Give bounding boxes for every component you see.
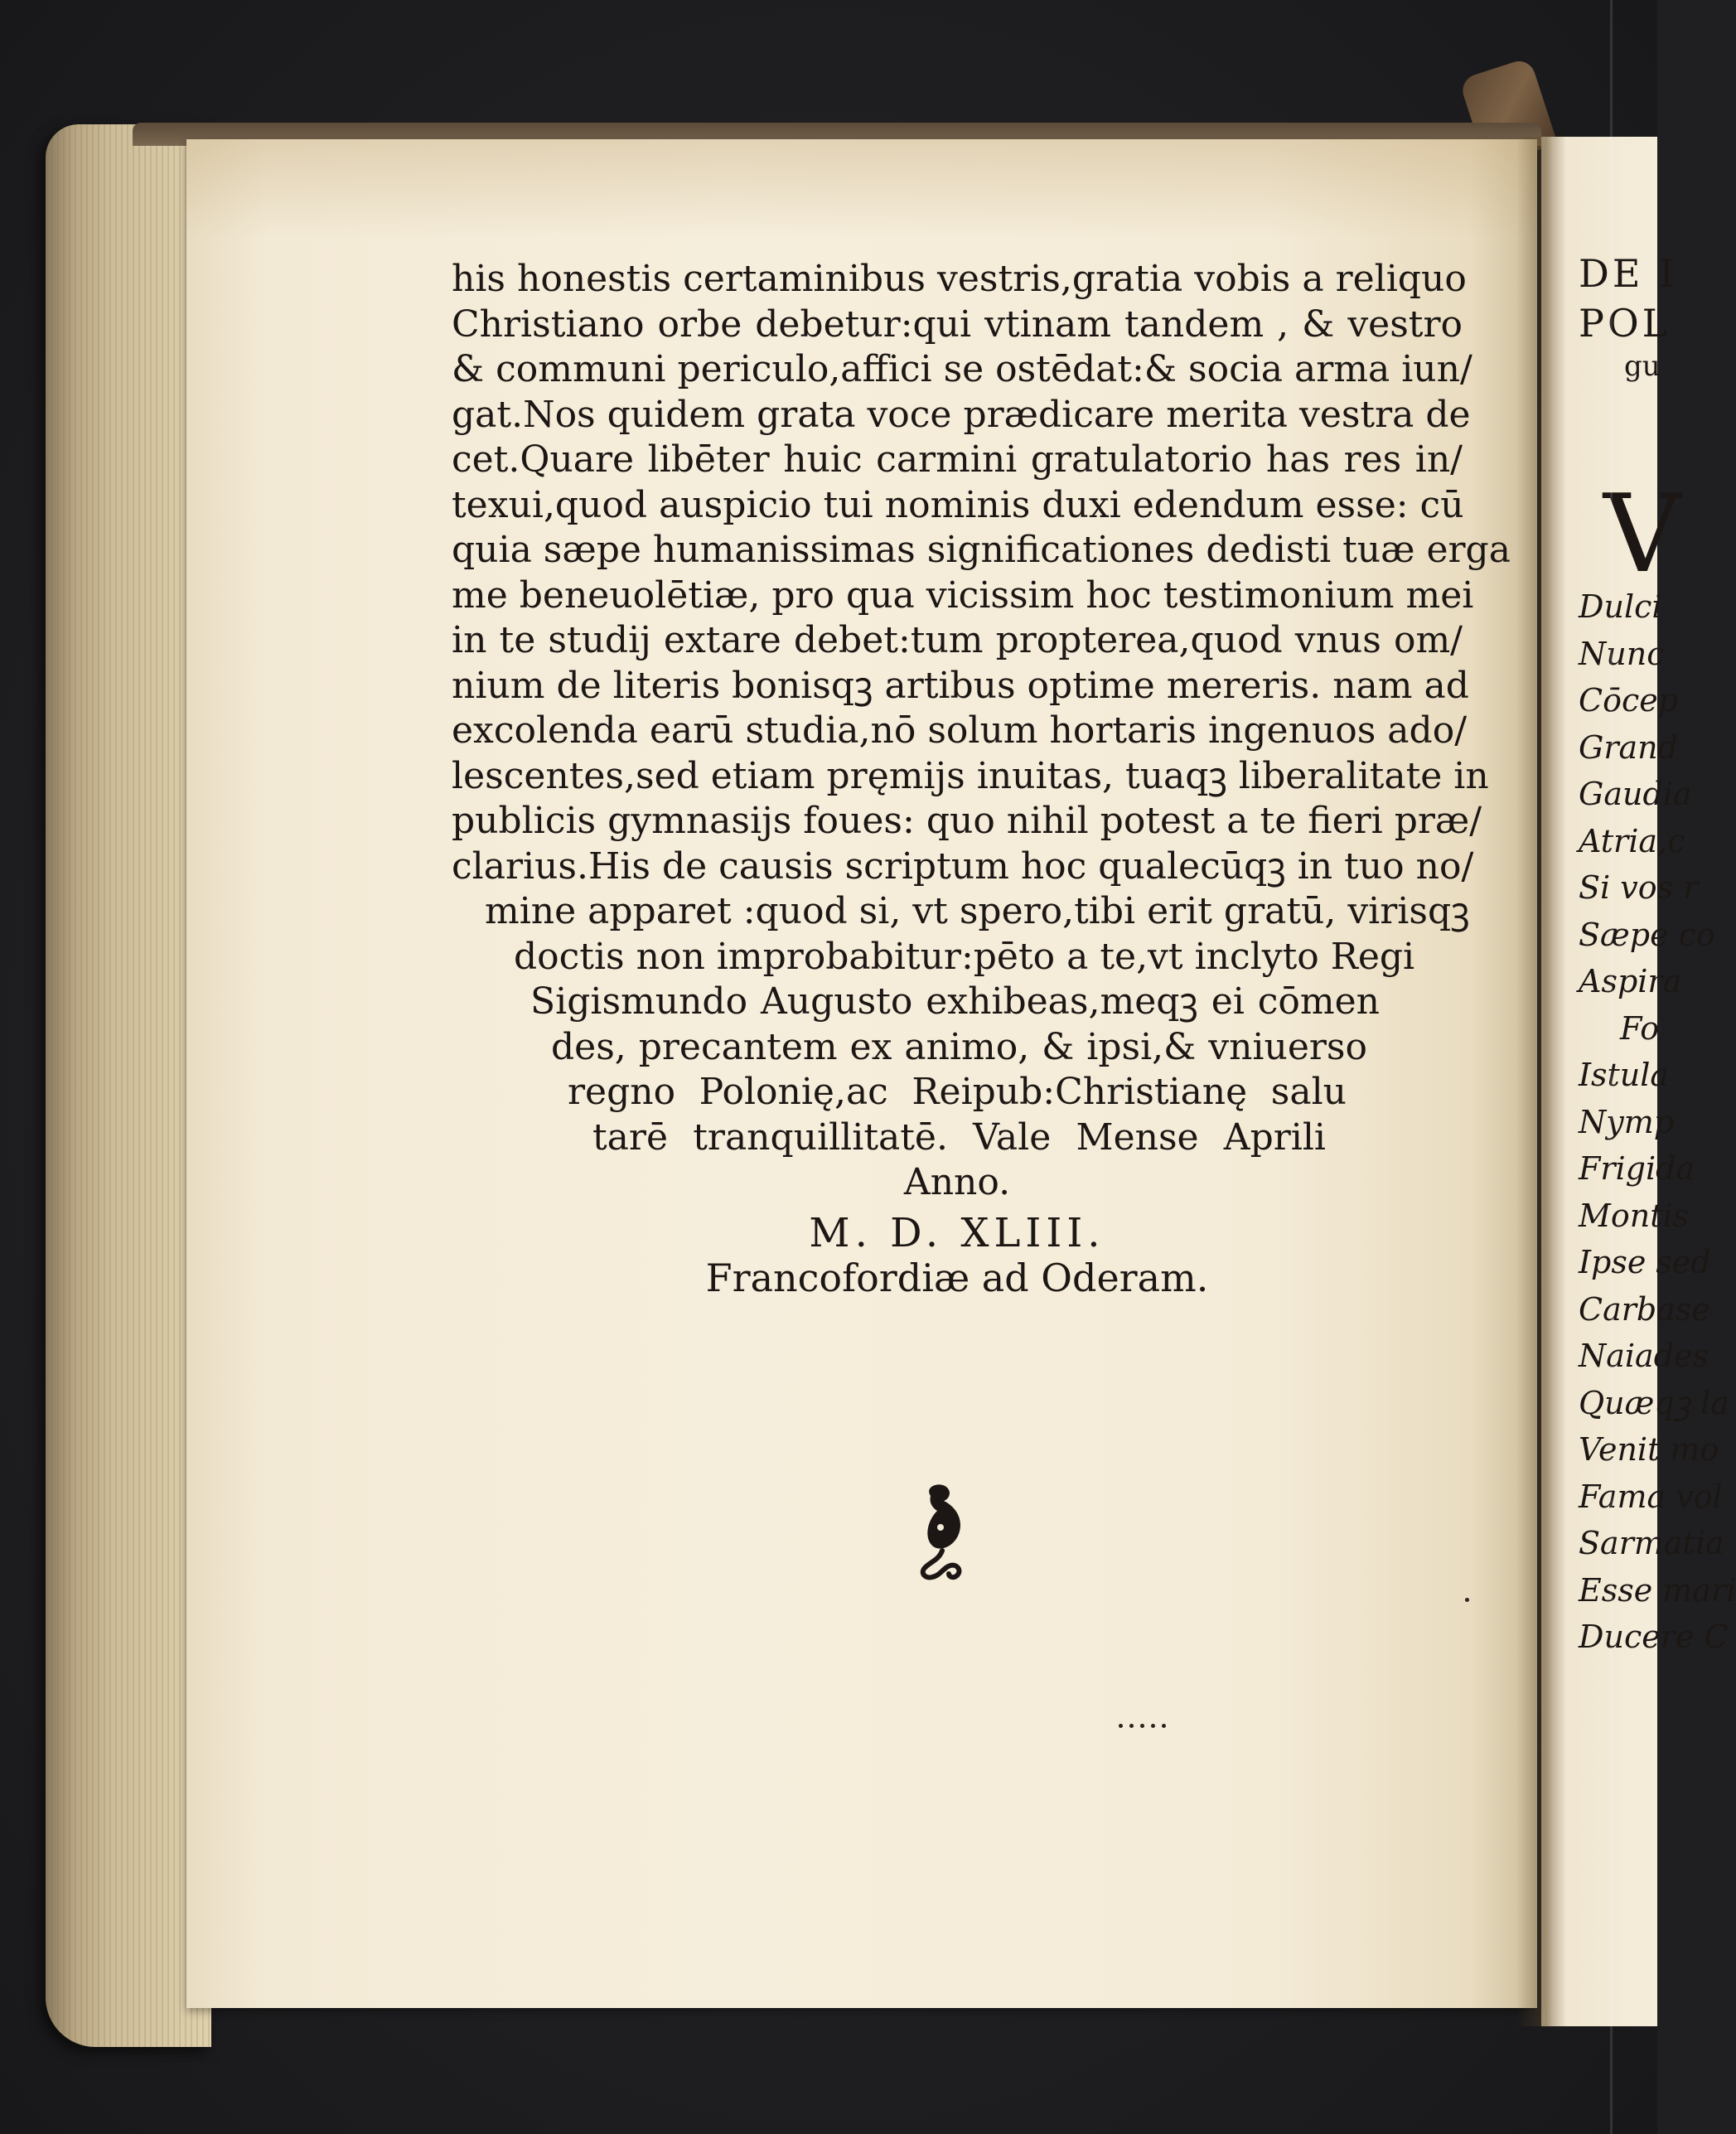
verse-line: Naiades (1579, 1338, 1709, 1374)
left-page-text (452, 257, 1511, 1301)
text-line: his honestis certaminibus vestris,gratia vobis a reliquo (452, 258, 1467, 300)
ink-dot (1140, 1724, 1144, 1728)
verse-line: Ipse sed (1579, 1244, 1711, 1280)
verse-line: Fama vol (1579, 1478, 1723, 1515)
verse-line: Aspira (1579, 963, 1682, 999)
fleuron-ornament-icon (899, 1479, 982, 1587)
text-line: cet.Quare libēter huic carmini gratulatorio has res in/ (452, 438, 1463, 481)
verse-line: Gaudia (1579, 776, 1692, 812)
scan-clip-line (1610, 0, 1613, 2134)
verse-line: Sarmatia (1579, 1525, 1724, 1561)
verse-line: Ducere C (1579, 1619, 1729, 1655)
text-line: nium de literis bonisqꝫ artibus optime mereris. nam ad (452, 664, 1469, 707)
verse-line: Si vos r (1579, 869, 1699, 906)
place-of-printing: Francofordiæ ad Oderam. (705, 1256, 1209, 1300)
text-line: gat.Nos quidem grata voce prædicare merita vestra de (452, 393, 1471, 436)
verse-line: Atria,c (1579, 822, 1685, 859)
text-line: mine apparet :quod si, vt spero,tibi erit gratū, virisqꝫ (485, 890, 1470, 932)
verse-line: Quæqꝫ la (1579, 1384, 1729, 1421)
text-line: publicis gymnasijs foues: quo nihil potest a te fieri præ/ (452, 800, 1482, 842)
verse-line: Grand (1579, 728, 1678, 766)
text-line: quia sæpe humanissimas significationes dedisti tuæ erga (452, 529, 1511, 571)
text-line: & communi periculo,affici se ostēdat:& socia arma iun/ (452, 348, 1472, 390)
verse-line: Sæpe co (1579, 916, 1715, 953)
text-line: texui,quod auspicio tui nominis duxi edendum esse: cū (452, 483, 1464, 526)
text-line: des, precantem ex animo, & ipsi,& vniuerso (551, 1025, 1367, 1068)
text-line: lescentes,sed etiam pręmijs inuitas, tuaqꝫ liberalitate in (452, 754, 1489, 797)
right-subheading: gu (1624, 350, 1661, 383)
right-page-text (1579, 249, 1736, 1661)
text-line: Sigismundo Augusto exhibeas,meqꝫ ei cōmen (530, 980, 1380, 1023)
text-line: in te studij extare debet:tum propterea,quod vnus om/ (452, 619, 1463, 661)
verse-line: Venit mo (1579, 1431, 1719, 1468)
text-line: Christiano orbe debetur:qui vtinam tandem , & vestro (452, 302, 1463, 346)
initial-letter: V (1603, 471, 1681, 597)
text-line: me beneuolētiæ, pro qua vicissim hoc testimonium mei (452, 573, 1474, 617)
verse-line: Esse mari (1579, 1571, 1736, 1609)
page-stain (186, 139, 1537, 239)
text-line: regno Polonię,ac Reipub:Christianę salu (568, 1071, 1347, 1113)
verse-line: Istula (1579, 1057, 1670, 1093)
text-line: doctis non improbabitur:pēto a te,vt inclyto Regi (514, 935, 1415, 978)
text-line: clarius.His de causis scriptum hoc qualecūqꝫ in tuo no/ (452, 844, 1474, 888)
verse-line: Dulci (1579, 588, 1662, 625)
verse-line: Fo (1620, 1009, 1660, 1047)
ink-dot (1129, 1724, 1134, 1728)
text-line: excolenda earū studia,nō solum hortaris ingenuos ado/ (452, 709, 1468, 752)
ink-dot (1465, 1598, 1469, 1602)
verse-line: Montis (1579, 1197, 1690, 1234)
verse-line: Nunc (1579, 635, 1665, 672)
verse-line: Nymp (1579, 1103, 1675, 1140)
ink-dot (1162, 1724, 1166, 1728)
verse-line: Cōcep (1579, 682, 1679, 719)
ink-dot (1151, 1724, 1155, 1728)
date-year: M. D. XLIII. (809, 1209, 1105, 1256)
text-line: Anno. (903, 1161, 1011, 1203)
right-heading-line: POL (1579, 301, 1671, 346)
verse-line: Carbase (1579, 1290, 1710, 1328)
ink-dot (1119, 1724, 1123, 1728)
right-heading-line: DE I (1579, 251, 1678, 296)
spine-shadow (1516, 137, 1566, 2026)
text-line: tarē tranquillitatē. Vale Mense Aprili (592, 1115, 1326, 1159)
verse-line: Frigida (1579, 1150, 1695, 1187)
